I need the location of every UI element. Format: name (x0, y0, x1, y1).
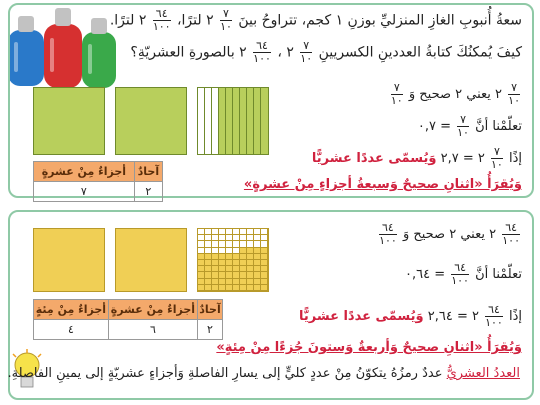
tenths-model-partial (197, 87, 269, 155)
table-cell: ٢ (198, 320, 223, 340)
hundredth-cell (261, 285, 268, 291)
table-header: آحادٌ (198, 300, 223, 320)
part1-line1: $\frac{٧}{١٠}$ ٢ يعني ٢ صحيح وَ $\frac{٧}{١٠}$ (390, 81, 520, 107)
hundredth-cell (198, 285, 205, 291)
part2-line2: تعلّمْنا أنَّ $\frac{٦٤}{١٠٠}$ = ٠,٦٤ (404, 261, 522, 287)
decimal-definition: العددُ العشريُّ عددٌ رمزُهُ يتكوّنُ مِنْ عددٍ كليٍّ إلى يسارِ الفاصلةِ وَأجزاءٍ عشريّةٍ إلى يمينِ الفاصلةِ. (7, 366, 520, 381)
hundredths-model-partial (197, 228, 269, 292)
table-header: أجزاءٌ مِنْ عشرةٍ (34, 162, 135, 182)
table-cell: ٦ (108, 320, 197, 340)
tenths-model-whole-2 (115, 87, 187, 155)
table-cell: ٤ (34, 320, 109, 340)
hundredths-model-whole-1 (33, 228, 105, 292)
part2-line1: $\frac{٦٤}{١٠٠}$ ٢ يعني ٢ صحيح وَ $\frac{٦٤}{١٠٠}$ (379, 221, 520, 247)
question-line: كيفَ يُمكنُكَ كتابةُ العددينِ الكسريينِ $\frac{٧}{١٠}$ ٢ ، $\frac{٦٤}{١٠٠}$ ٢ بالصورةِ العشريّةِ؟ (130, 39, 522, 65)
part1-line3: إذًا $\frac{٧}{١٠}$ ٢ = ٢,٧ وَيُسمّى عددًا عشريًّا (311, 145, 522, 171)
hundredth-cell (219, 285, 226, 291)
hundredths-model-whole-2 (115, 228, 187, 292)
hundredth-cell (233, 285, 240, 291)
part2-line3: إذًا $\frac{٦٤}{١٠٠}$ ٢ = ٢,٦٤ وَيُسمّى عددًا عشريًّا (298, 303, 522, 329)
hundredth-cell (240, 285, 247, 291)
table-header: آحادٌ (134, 162, 162, 182)
table-header: أجزاءٌ مِنْ مِئةٍ (34, 300, 109, 320)
table-cell: ٧ (34, 182, 135, 202)
hundredth-cell (205, 285, 212, 291)
part2-reading: وَيُقرَأُ «اثنانِ صحيحٌ وَأربعةٌ وَستونَ جُزءًا مِنْ مِئةٍ» (216, 340, 522, 355)
hundredth-cell (226, 285, 233, 291)
hundredth-cell (212, 285, 219, 291)
table-cell: ٢ (134, 182, 162, 202)
hundredth-cell (254, 285, 261, 291)
intro-line: سعةُ أُنبوبِ الغازِ المنزليِّ بوزنِ ١ كجم، تتراوحُ بينَ $\frac{٧}{١٠}$ ٢ لترًا، $\frac{٦٤}{١٠٠}$ ٢ لترًا. (109, 7, 522, 33)
hundredth-cell (247, 285, 254, 291)
part1-line2: تعلّمْنا أنَّ $\frac{٧}{١٠}$ = ٠,٧ (417, 113, 522, 139)
place-value-table-1 (33, 161, 163, 202)
part1-reading: وَيُقرَأُ «اثنانِ صحيحٌ وَسبعةُ أجزاءٍ مِنْ عشرةٍ» (243, 177, 522, 192)
table-header: أجزاءٌ مِنْ عشرةٍ (108, 300, 197, 320)
tenths-model-whole-1 (33, 87, 105, 155)
place-value-table-2 (33, 299, 223, 340)
